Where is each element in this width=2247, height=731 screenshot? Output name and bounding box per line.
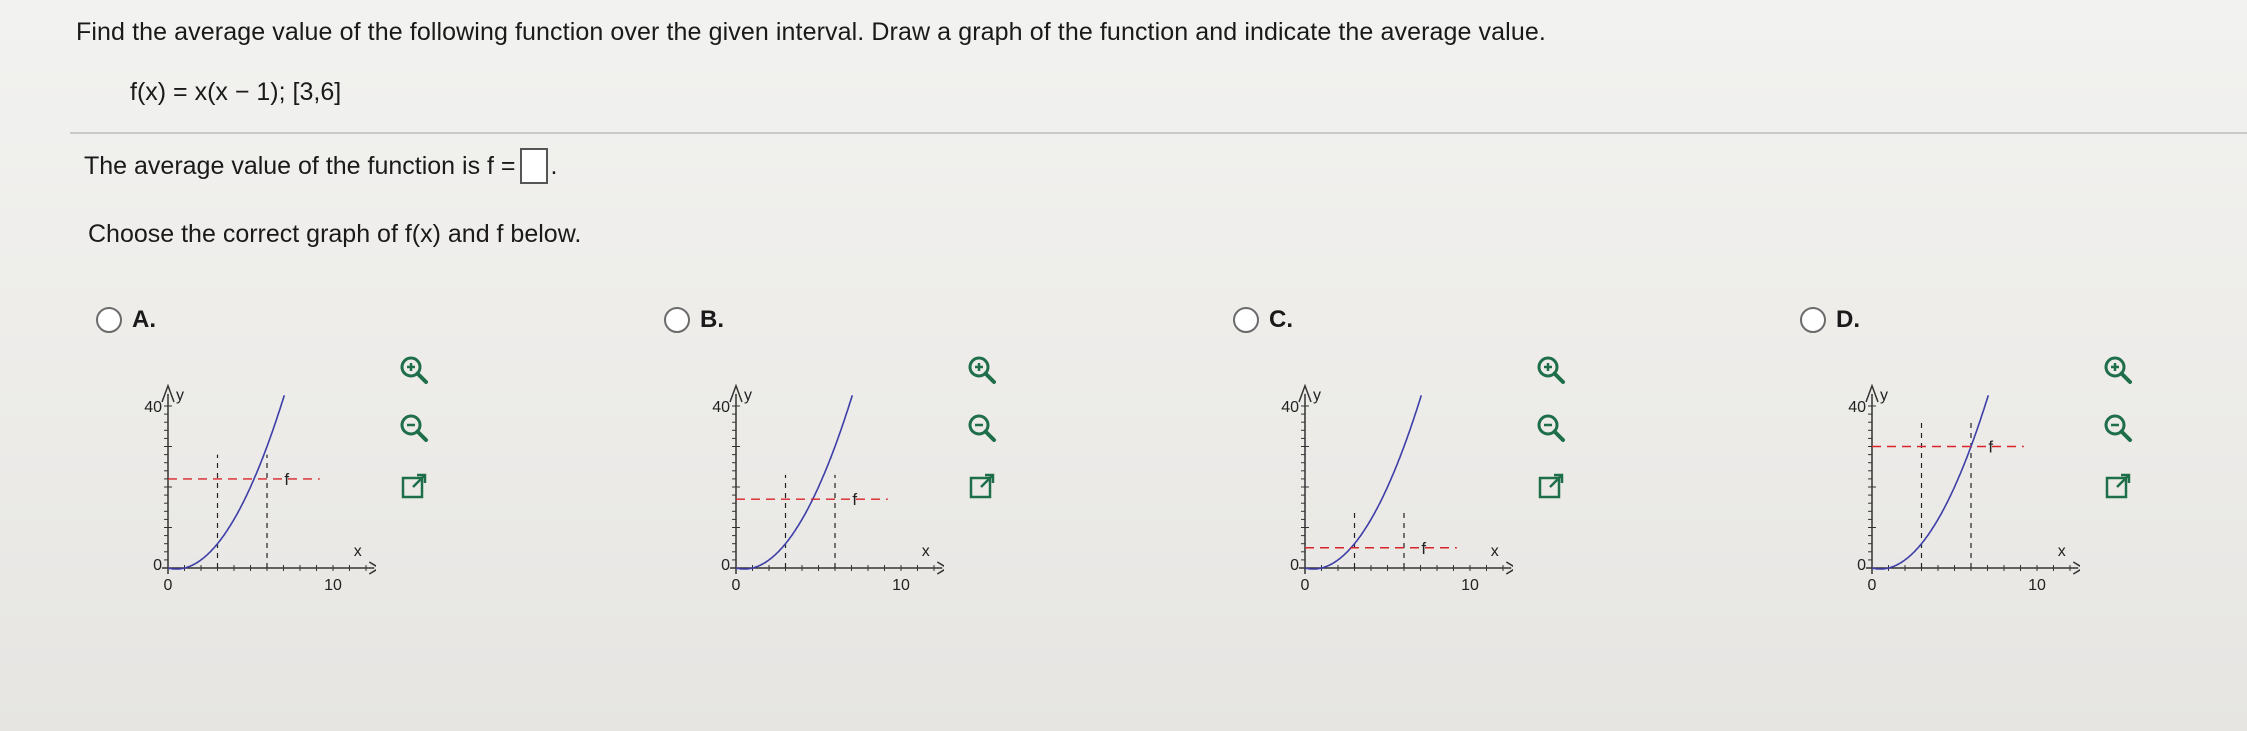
function-curve [1305, 395, 1421, 569]
x-tick-label-zero: 0 [731, 577, 741, 594]
option-label: B. [700, 306, 724, 333]
function-expression: f(x) = x(x − 1); [3,6] [130, 78, 342, 106]
choose-graph-label: Choose the correct graph of f(x) and f below. [88, 220, 582, 248]
external-link-icon[interactable] [1533, 468, 1569, 504]
trailing-period: . [550, 151, 558, 180]
y-axis-label: y [1313, 386, 1321, 404]
zoom-in-icon[interactable] [1533, 352, 1569, 388]
zoom-out-icon[interactable] [1533, 410, 1569, 446]
x-tick-label-ten: 10 [2028, 577, 2046, 594]
radio-button[interactable] [1233, 307, 1259, 333]
y-tick-label-zero: 0 [1857, 557, 1866, 574]
radio-button[interactable] [1800, 307, 1826, 333]
x-axis-label: x [921, 543, 930, 560]
zoom-in-icon[interactable] [2100, 352, 2136, 388]
option-label: D. [1836, 306, 1860, 333]
average-value-row [84, 148, 557, 184]
x-tick-label-ten: 10 [892, 577, 910, 594]
zoom-out-icon[interactable] [396, 410, 432, 446]
x-axis-label: x [1490, 543, 1499, 560]
graph-tools [396, 352, 432, 504]
y-tick-label-zero: 0 [153, 557, 162, 574]
x-tick-label-zero: 0 [1867, 577, 1877, 594]
x-tick-label-ten: 10 [1461, 577, 1479, 594]
x-tick-label-zero: 0 [1300, 577, 1310, 594]
x-axis-label: x [353, 543, 362, 560]
zoom-out-icon[interactable] [964, 410, 1000, 446]
radio-button[interactable] [96, 307, 122, 333]
function-curve [736, 395, 852, 569]
y-axis-label: y [744, 386, 752, 404]
option-c [1233, 290, 1653, 630]
option-d-graph [1820, 350, 2080, 610]
option-label: A. [132, 306, 156, 333]
y-tick-label-top: 40 [712, 399, 730, 416]
y-tick-label-top: 40 [1281, 399, 1299, 416]
function-curve [1872, 395, 1988, 569]
graph-tools [964, 352, 1000, 504]
y-axis-label: y [1880, 386, 1888, 404]
external-link-icon[interactable] [2100, 468, 2136, 504]
average-value-input[interactable] [520, 148, 548, 184]
option-a-radio-row[interactable] [96, 306, 156, 334]
radio-button[interactable] [664, 307, 690, 333]
average-value-label: The average value of the function is f = [84, 151, 516, 180]
zoom-in-icon[interactable] [964, 352, 1000, 388]
zoom-in-icon[interactable] [396, 352, 432, 388]
option-d [1800, 290, 2220, 630]
option-label: C. [1269, 306, 1293, 333]
y-tick-label-top: 40 [1848, 399, 1866, 416]
external-link-icon[interactable] [396, 468, 432, 504]
option-d-radio-row[interactable] [1800, 306, 1860, 334]
external-link-icon[interactable] [964, 468, 1000, 504]
option-c-graph [1253, 350, 1513, 610]
average-value-label: f [284, 469, 290, 489]
option-b [664, 290, 1084, 630]
option-a-graph [116, 350, 376, 610]
y-tick-label-zero: 0 [1290, 557, 1299, 574]
graph-tools [1533, 352, 1569, 504]
option-b-radio-row[interactable] [664, 306, 724, 334]
question-prompt: Find the average value of the following function over the given interval. Draw a graph of the function and indicate the average value. [76, 18, 1546, 46]
option-c-radio-row[interactable] [1233, 306, 1293, 334]
average-value-label: f [1988, 437, 1994, 457]
y-tick-label-top: 40 [144, 399, 162, 416]
x-tick-label-ten: 10 [324, 577, 342, 594]
option-a [96, 290, 516, 630]
average-value-label: f [852, 490, 858, 510]
divider [70, 132, 2247, 134]
function-curve [168, 395, 284, 569]
x-axis-label: x [2057, 543, 2066, 560]
x-tick-label-zero: 0 [163, 577, 173, 594]
zoom-out-icon[interactable] [2100, 410, 2136, 446]
y-tick-label-zero: 0 [721, 557, 730, 574]
average-value-label: f [1421, 538, 1427, 558]
graph-tools [2100, 352, 2136, 504]
option-b-graph [684, 350, 944, 610]
y-axis-label: y [176, 386, 184, 404]
